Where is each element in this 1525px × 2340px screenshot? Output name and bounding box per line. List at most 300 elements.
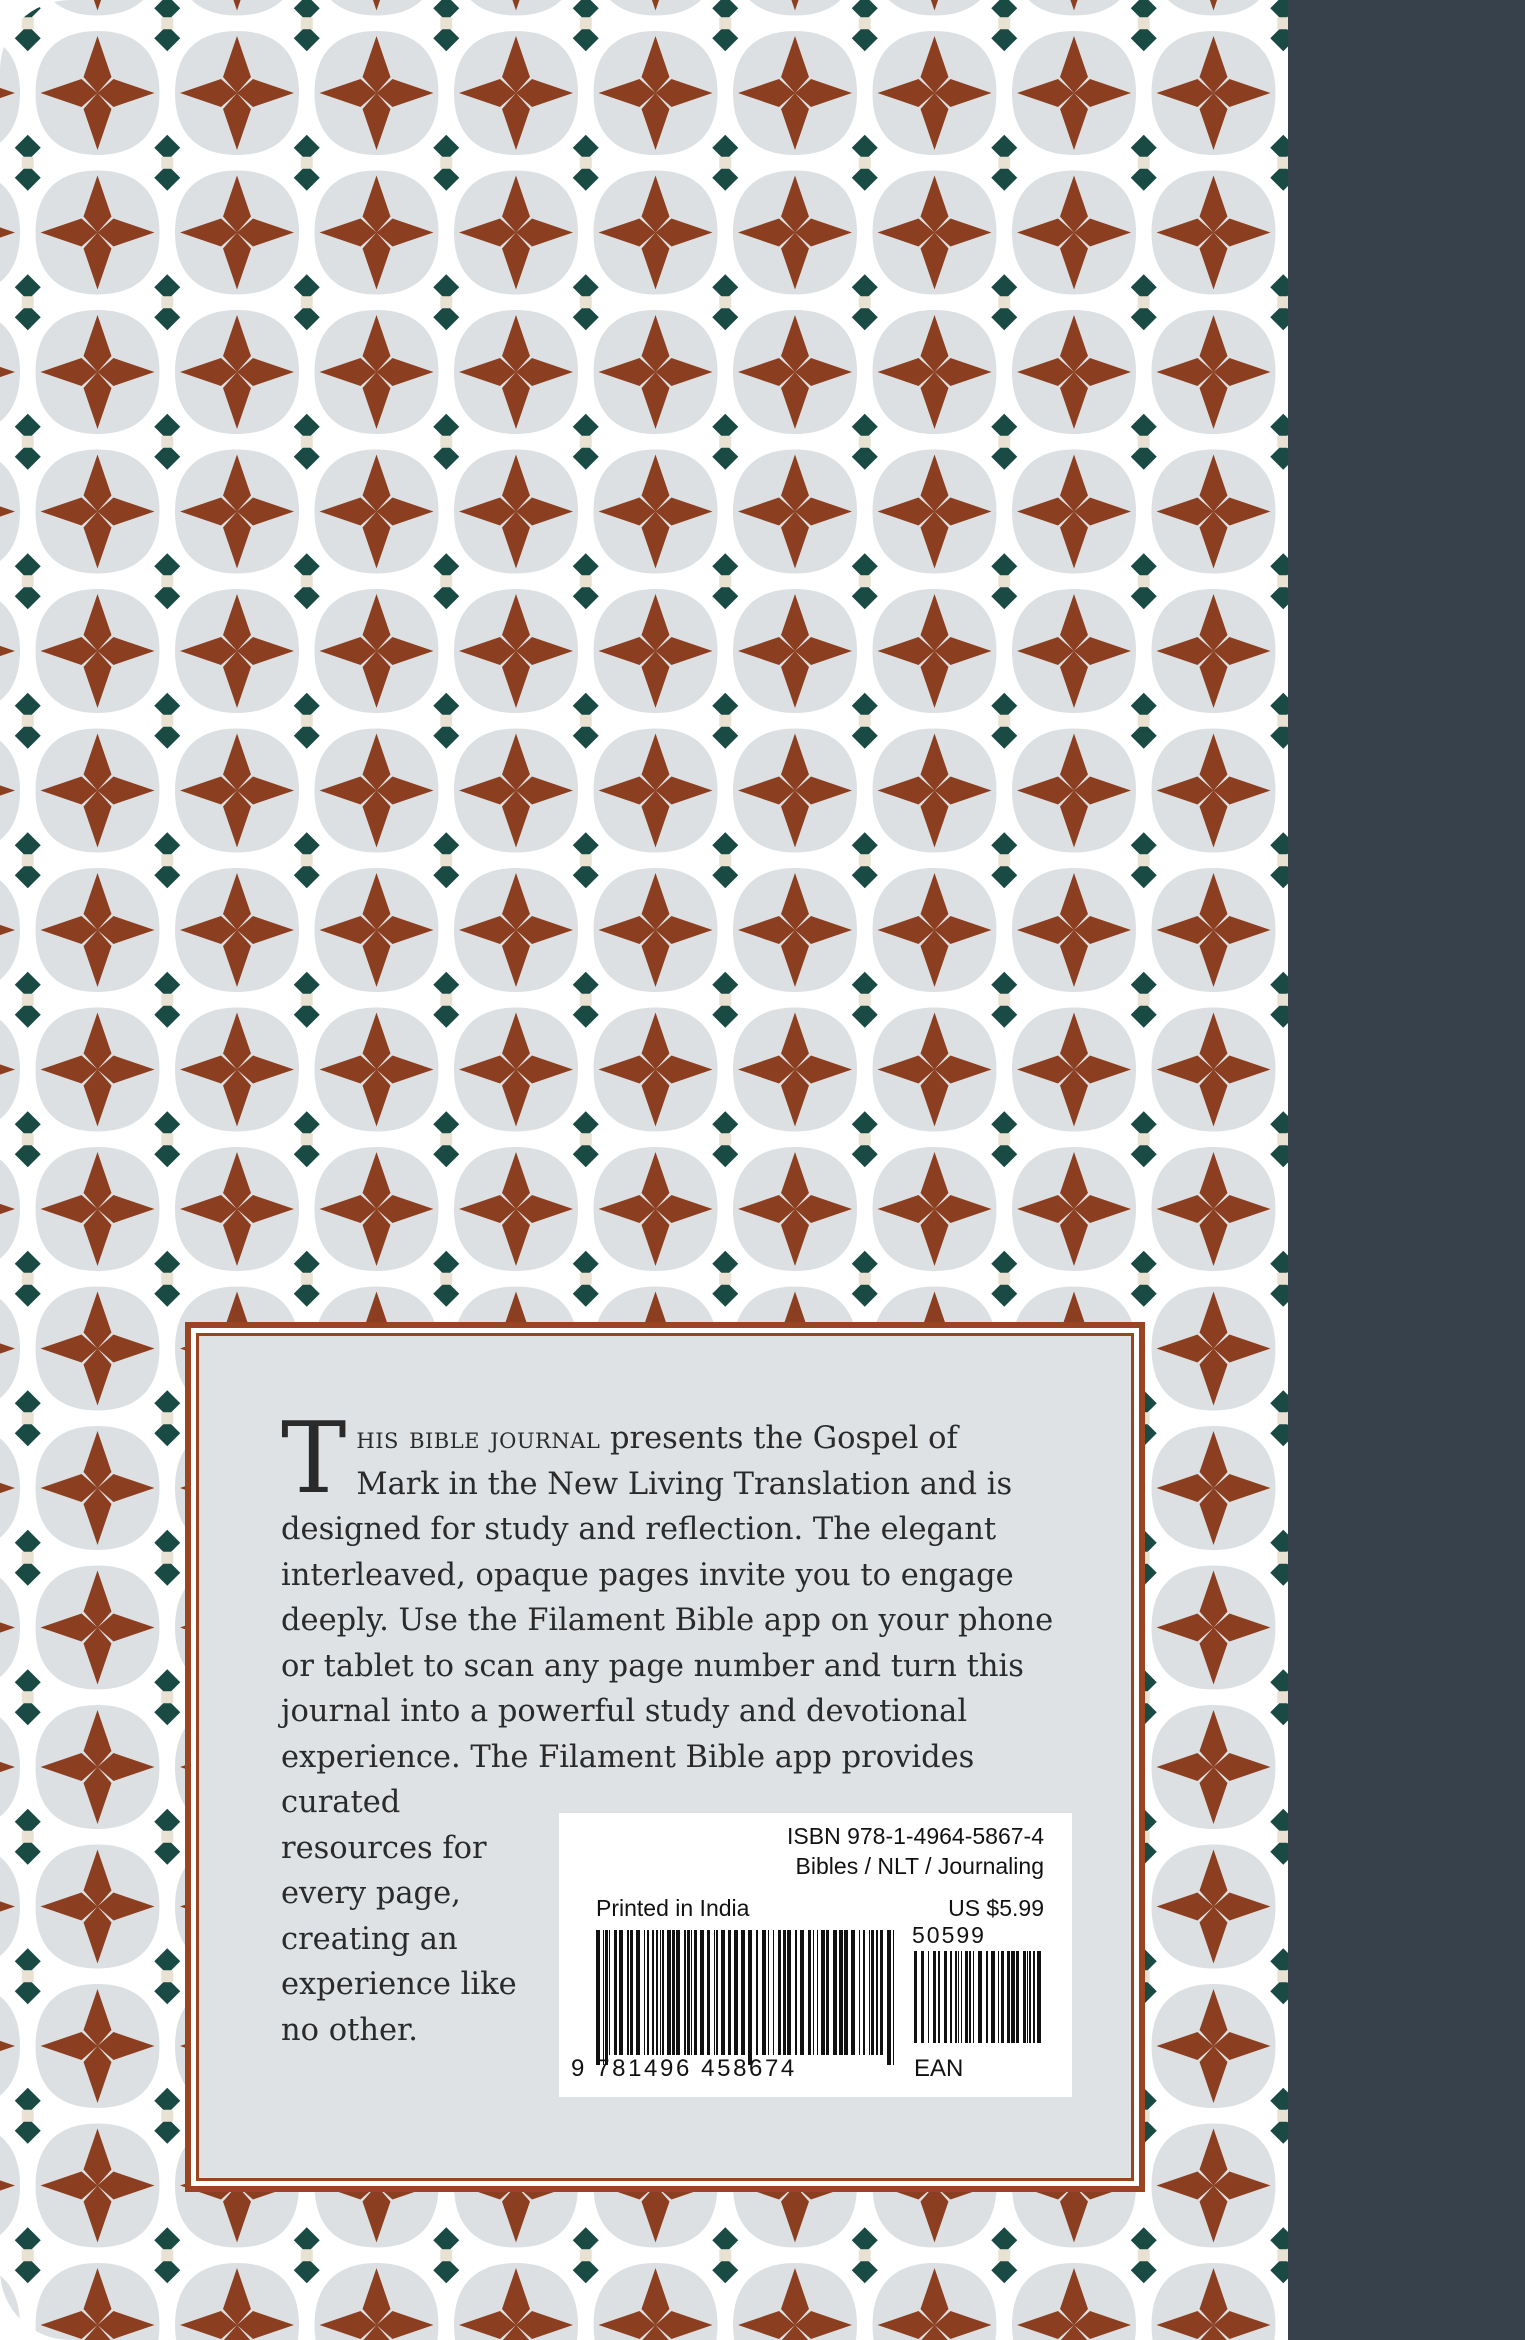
barcode-bar (986, 1951, 988, 2043)
connector-center (719, 296, 731, 308)
connector-center (22, 715, 34, 727)
pattern-tile (36, 868, 160, 992)
pattern-tile (454, 450, 578, 574)
connector-center (1138, 715, 1150, 727)
pattern-tile (594, 589, 718, 713)
barcode-bar (928, 1951, 929, 2043)
connector-center (1138, 575, 1150, 587)
connector-center (1277, 854, 1288, 866)
barcode-bar (762, 1930, 766, 2055)
barcode-bar (1027, 1951, 1028, 2043)
connector-center (859, 854, 871, 866)
barcode-bar (707, 1930, 710, 2055)
pattern-tile (873, 1008, 997, 1132)
connector-center (998, 2249, 1010, 2261)
barcode-bar (627, 1930, 629, 2055)
connector-center (1138, 436, 1150, 448)
connector-center (580, 157, 592, 169)
pattern-tile (1152, 868, 1276, 992)
pattern-tile (315, 589, 439, 713)
pattern-tile (1012, 1147, 1136, 1271)
connector-center (22, 1831, 34, 1843)
pattern-tile (733, 171, 857, 295)
barcode-bar (787, 1930, 791, 2055)
connector-center (998, 17, 1010, 29)
barcode-bar (1001, 1951, 1004, 2043)
tile-cushion (0, 0, 20, 16)
connector-center (440, 2249, 452, 2261)
barcode-bar (778, 1930, 781, 2055)
barcode-bar (630, 1930, 633, 2055)
pattern-tile (1012, 310, 1136, 434)
barcode-bar (684, 1930, 686, 2055)
connector-center (440, 994, 452, 1006)
barcode-bar (721, 1930, 725, 2055)
connector-center (1138, 994, 1150, 1006)
pattern-tile (1152, 729, 1276, 853)
barcode-bar (869, 1930, 870, 2055)
pattern-tile (175, 589, 299, 713)
connector-center (1277, 1691, 1288, 1703)
pattern-tile (594, 310, 718, 434)
connector-center (301, 1133, 313, 1145)
pattern-tile (1012, 729, 1136, 853)
pattern-tile (873, 31, 997, 155)
barcode-bar (817, 1930, 818, 2055)
connector-center (22, 1412, 34, 1424)
barcode-bar (741, 1930, 745, 2055)
pattern-tile (594, 31, 718, 155)
connector-center (1138, 2249, 1150, 2261)
pattern-tile (873, 589, 997, 713)
barcode-bar (700, 1930, 704, 2055)
barcode-bar (933, 1951, 936, 2043)
connector-center (1277, 994, 1288, 1006)
connector-center (719, 1273, 731, 1285)
barcode-bar (871, 1930, 874, 2055)
barcode-bar (1029, 1951, 1031, 2043)
connector-center (580, 854, 592, 866)
barcode-bar (748, 1930, 752, 2065)
connector-center (1138, 157, 1150, 169)
pattern-tile (36, 1845, 160, 1969)
connector-center (301, 436, 313, 448)
description-panel (196, 1333, 1134, 2181)
barcode-bar (694, 1930, 697, 2055)
connector-center (161, 2110, 173, 2122)
barcode-bar (893, 1930, 894, 2065)
barcode-bar (768, 1930, 769, 2055)
pattern-tile (733, 589, 857, 713)
pattern-tile (594, 1008, 718, 1132)
barcode-bar (691, 1930, 692, 2055)
pattern-tile (315, 310, 439, 434)
connector-center (22, 1552, 34, 1564)
barcode-bar (969, 1951, 971, 2043)
pattern-tile (873, 310, 997, 434)
pattern-tile (1152, 1984, 1276, 2108)
barcode-bar (609, 1930, 610, 2055)
pattern-tile (454, 31, 578, 155)
connector-center (1277, 1133, 1288, 1145)
connector-center (580, 575, 592, 587)
connector-center (161, 1552, 173, 1564)
spine (1288, 0, 1525, 2340)
pattern-tile (175, 310, 299, 434)
connector-center (1277, 157, 1288, 169)
connector-center (1277, 1273, 1288, 1285)
barcode-bar (973, 1951, 974, 2043)
pattern-tile (36, 1705, 160, 1829)
connector-center (161, 854, 173, 866)
barcode-bar (603, 1930, 604, 2065)
barcode-bar (756, 1930, 758, 2055)
connector-center (580, 17, 592, 29)
pattern-tile (175, 171, 299, 295)
description-body: presents the Gospel of Mark in the New Living Translation and is designed for study and reflection. The elegant interleaved, opaque pages invite you to engage deeply. Use the Filament Bible app on your phone or tablet to scan any page number and turn this journal into a powerful study and devotional experience. The Filament Bible app provides curated resources for every page, creating an experience like no other. (281, 1421, 1054, 2048)
connector-center (301, 1273, 313, 1285)
barcode-bar (863, 1930, 865, 2055)
barcode-label (559, 1813, 1072, 2097)
barcode-bar (998, 1951, 999, 2043)
barcode-bar (619, 1930, 623, 2055)
pattern-tile (1012, 31, 1136, 155)
pattern-tile (175, 31, 299, 155)
connector-center (1277, 2110, 1288, 2122)
pattern-tile (1012, 450, 1136, 574)
connector-center (1138, 1273, 1150, 1285)
connector-center (440, 17, 452, 29)
connector-center (1138, 296, 1150, 308)
barcode-bar (660, 1930, 661, 2055)
barcode-bar (965, 1951, 968, 2043)
barcode-bar (914, 1951, 917, 2043)
pattern-tile (36, 1426, 160, 1550)
pattern-tile (454, 171, 578, 295)
barcode-bar (1016, 1951, 1019, 2043)
pattern-tile (733, 729, 857, 853)
barcode-bar (1033, 1951, 1035, 2043)
ean-label: EAN (914, 2055, 964, 2082)
connector-center (440, 575, 452, 587)
connector-center (22, 1691, 34, 1703)
pattern-tile (1152, 450, 1276, 574)
connector-center (1277, 296, 1288, 308)
pattern-tile (0, 0, 20, 16)
connector-center (719, 436, 731, 448)
barcode-bar (808, 1930, 811, 2055)
connector-center (580, 436, 592, 448)
connector-center (859, 157, 871, 169)
pattern-tile (454, 589, 578, 713)
connector-center (859, 296, 871, 308)
barcode-bar (833, 1930, 837, 2055)
barcode-bar (859, 1930, 860, 2055)
connector-center (22, 436, 34, 448)
pattern-tile (594, 868, 718, 992)
barcode-bar (676, 1930, 680, 2055)
connector-center (859, 575, 871, 587)
connector-center (22, 2249, 34, 2261)
pattern-tile (175, 450, 299, 574)
connector-center (301, 2249, 313, 2261)
connector-center (998, 854, 1010, 866)
pattern-tile (175, 1147, 299, 1271)
pattern-tile (1152, 310, 1276, 434)
connector-center (161, 1412, 173, 1424)
connector-center (161, 1133, 173, 1145)
pattern-tile (1152, 1147, 1276, 1271)
connector-center (1138, 854, 1150, 866)
pattern-tile (1152, 171, 1276, 295)
pattern-tile (36, 1984, 160, 2108)
connector-center (998, 157, 1010, 169)
connector-center (859, 1133, 871, 1145)
barcode-bar (839, 1930, 843, 2055)
connector-center (161, 1831, 173, 1843)
price-addon-barcode (914, 1951, 1042, 2053)
pattern-tile (454, 729, 578, 853)
pattern-tile (36, 450, 160, 574)
connector-center (1277, 1970, 1288, 1982)
pattern-tile (873, 729, 997, 853)
ean-barcode (596, 1930, 896, 2065)
connector-center (998, 1133, 1010, 1145)
barcode-bar (636, 1930, 640, 2055)
barcode-bar (821, 1930, 825, 2055)
connector-center (1277, 1412, 1288, 1424)
connector-center (1277, 1831, 1288, 1843)
connector-center (859, 1273, 871, 1285)
pattern-tile (1152, 1705, 1276, 1829)
connector-center (859, 436, 871, 448)
connector-center (1138, 1133, 1150, 1145)
barcode-bar (652, 1930, 654, 2055)
connector-center (719, 715, 731, 727)
connector-center (301, 854, 313, 866)
barcode-bar (667, 1930, 671, 2055)
barcode-bar (978, 1951, 982, 2043)
barcode-bar (605, 1930, 608, 2065)
connector-center (580, 1133, 592, 1145)
pattern-tile (315, 450, 439, 574)
connector-center (301, 157, 313, 169)
connector-center (440, 1273, 452, 1285)
barcode-bar (876, 1930, 878, 2055)
connector-center (22, 854, 34, 866)
connector-center (580, 1273, 592, 1285)
pattern-tile (1152, 1287, 1276, 1411)
pattern-tile (594, 450, 718, 574)
connector-center (859, 715, 871, 727)
category-line: Bibles / NLT / Journaling (795, 1853, 1044, 1879)
pattern-tile (594, 729, 718, 853)
pattern-tile (36, 310, 160, 434)
barcode-bar (662, 1930, 664, 2055)
connector-center (22, 1133, 34, 1145)
pattern-tile (454, 868, 578, 992)
four-point-star-icon (0, 0, 15, 11)
connector-center (161, 1691, 173, 1703)
connector-center (161, 436, 173, 448)
barcode-bar (773, 1930, 774, 2055)
barcode-bar (880, 1930, 883, 2055)
pattern-tile (733, 310, 857, 434)
pattern-tile (1152, 589, 1276, 713)
connector-center (719, 157, 731, 169)
pattern-tile (315, 1008, 439, 1132)
pattern-tile (315, 729, 439, 853)
barcode-bar (714, 1930, 715, 2055)
barcode-digits: 9 781496 458674 (571, 2055, 797, 2082)
pattern-tile (733, 1008, 857, 1132)
connector-center (998, 436, 1010, 448)
connector-center (1277, 1552, 1288, 1564)
pattern-tile (315, 171, 439, 295)
connector-center (22, 1970, 34, 1982)
barcode-bar (1023, 1951, 1026, 2043)
connector-center (719, 17, 731, 29)
pattern-tile (1152, 1845, 1276, 1969)
connector-center (1277, 2249, 1288, 2261)
pattern-tile (873, 450, 997, 574)
connector-center (22, 575, 34, 587)
barcode-bar (955, 1951, 957, 2043)
pattern-tile (36, 1566, 160, 1690)
pattern-tile (36, 171, 160, 295)
barcode-bar (728, 1930, 731, 2055)
connector-center (161, 157, 173, 169)
barcode-bar (783, 1930, 786, 2055)
connector-center (719, 854, 731, 866)
pattern-tile (733, 1147, 857, 1271)
connector-center (440, 157, 452, 169)
connector-center (1138, 17, 1150, 29)
pattern-tile (1152, 2124, 1276, 2248)
connector-center (1277, 17, 1288, 29)
connector-center (161, 17, 173, 29)
connector-center (22, 157, 34, 169)
connector-center (22, 2110, 34, 2122)
connector-center (161, 1273, 173, 1285)
barcode-bar (961, 1951, 962, 2043)
pattern-tile (1012, 171, 1136, 295)
connector-center (301, 994, 313, 1006)
barcode-bar (672, 1930, 675, 2055)
pattern-tile (36, 1008, 160, 1132)
connector-center (859, 2249, 871, 2261)
pattern-tile (594, 171, 718, 295)
pattern-tile (315, 1147, 439, 1271)
printed-in: Printed in India (596, 1895, 750, 1921)
lead-in: his bible journal (356, 1421, 601, 1456)
pattern-tile (873, 1147, 997, 1271)
barcode-bar (647, 1930, 649, 2055)
barcode-bar (938, 1951, 940, 2043)
pattern-tile (175, 1008, 299, 1132)
pattern-tile (594, 1147, 718, 1271)
isbn-number: ISBN 978-1-4964-5867-4 (787, 1823, 1044, 1849)
pattern-tile (36, 729, 160, 853)
connector-center (161, 2249, 173, 2261)
pattern-tile (1152, 1426, 1276, 1550)
connector-center (998, 715, 1010, 727)
barcode-bar (596, 1930, 600, 2065)
barcode-bar (950, 1951, 952, 2043)
connector-center (161, 994, 173, 1006)
connector-center (1277, 715, 1288, 727)
connector-center (998, 296, 1010, 308)
pattern-tile (733, 31, 857, 155)
connector-center (161, 296, 173, 308)
connector-center (22, 1273, 34, 1285)
pattern-tile (1012, 1008, 1136, 1132)
barcode-bar (716, 1930, 718, 2055)
barcode-bar (687, 1930, 690, 2055)
barcode-bar (991, 1951, 995, 2043)
pattern-tile (1152, 1008, 1276, 1132)
pattern-tile (454, 1147, 578, 1271)
connector-center (22, 296, 34, 308)
connector-center (580, 296, 592, 308)
pattern-tile (36, 589, 160, 713)
connector-center (161, 1970, 173, 1982)
barcode-bar (644, 1930, 645, 2055)
connector-center (580, 2249, 592, 2261)
barcode-bar (1007, 1951, 1010, 2043)
barcode-bar (826, 1930, 829, 2055)
connector-center (580, 994, 592, 1006)
pattern-tile (315, 31, 439, 155)
connector-center (161, 575, 173, 587)
connector-center (301, 296, 313, 308)
barcode-bar (844, 1930, 848, 2055)
barcode-bar (958, 1951, 959, 2043)
barcode-bar (944, 1951, 947, 2043)
connector-center (998, 1273, 1010, 1285)
pattern-tile (454, 310, 578, 434)
connector-center (1277, 575, 1288, 587)
connector-center (22, 994, 34, 1006)
barcode-bar (887, 1930, 891, 2065)
connector-center (22, 17, 34, 29)
connector-center (998, 575, 1010, 587)
barcode-bar (813, 1930, 814, 2055)
barcode-bar (1011, 1951, 1015, 2043)
connector-center (719, 2249, 731, 2261)
connector-center (859, 17, 871, 29)
connector-center (301, 575, 313, 587)
connector-center (440, 1133, 452, 1145)
connector-center (719, 1133, 731, 1145)
pattern-tile (1012, 589, 1136, 713)
connector-center (719, 994, 731, 1006)
pattern-tile (36, 31, 160, 155)
barcode-bar (800, 1930, 804, 2055)
connector-center (440, 296, 452, 308)
pattern-tile (1012, 868, 1136, 992)
pattern-tile (36, 1287, 160, 1411)
pattern-tile (315, 868, 439, 992)
connector-center (161, 715, 173, 727)
barcode-bar (1037, 1951, 1041, 2043)
connector-center (580, 715, 592, 727)
connector-center (301, 715, 313, 727)
connector-center (440, 854, 452, 866)
pattern-tile (36, 1147, 160, 1271)
connector-center (440, 715, 452, 727)
pattern-tile (1152, 1566, 1276, 1690)
